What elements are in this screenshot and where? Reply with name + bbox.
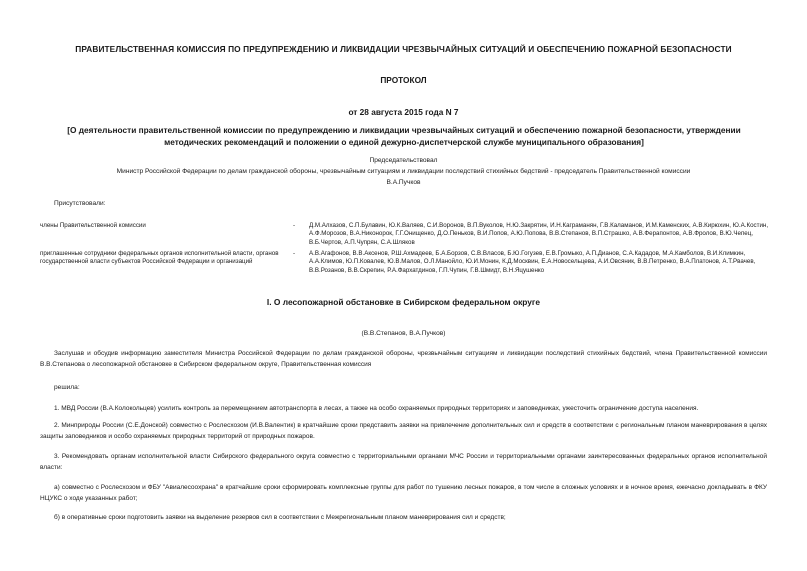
- intro-paragraph: Заслушав и обсудив информацию заместителя Министра Российской Федерации по делам гражданской обороны, чрезвычайным ситуациям и ликвидации последствий стихийных бедствий, члена Правительственной комиссии В.В.Степанова о лесопожарной обстановке в Сибирском федеральном округе, Правительственная комиссия: [40, 350, 767, 368]
- document-type: ПРОТОКОЛ: [380, 75, 427, 85]
- document-subject: [О деятельности правительственной комиссии по предупреждению и ликвидации чрезвычайных ситуаций и обеспечению пожарной безопасности, утверждении методических рекомендаций и положении о единой дежурно-диспетчерской службе муниципального образования]: [67, 125, 741, 147]
- chair-title: Министр Российской Федерации по делам гражданской обороны, чрезвычайным ситуациям и ликвидации последствий стихийных бедствий - председатель Правительственной комиссии: [116, 168, 691, 175]
- attendees-heading: Присутствовали:: [54, 200, 106, 207]
- decided-label: решила:: [54, 384, 80, 391]
- chair-label: Председательствовал: [369, 157, 438, 164]
- date-number: от 28 августа 2015 года N 7: [348, 107, 459, 117]
- organization-title: ПРАВИТЕЛЬСТВЕННАЯ КОМИССИЯ ПО ПРЕДУПРЕЖДЕНИЮ И ЛИКВИДАЦИИ ЧРЕЗВЫЧАЙНЫХ СИТУАЦИЙ И ОБЕСПЕЧЕНИЮ ПОЖАРНОЙ БЕЗОПАСНОСТИ: [75, 44, 732, 54]
- decision-item: б) в оперативные сроки подготовить заявки на выделение резервов сил в соответствии с Межрегиональным планом маневрирования сил и средств;: [54, 514, 506, 521]
- attendee-dash: -: [293, 222, 296, 229]
- chair-name: В.А.Пучков: [386, 179, 421, 186]
- attendee-dash: -: [293, 250, 296, 257]
- decision-item: 1. МВД России (В.А.Колокольцев) усилить контроль за перемещением автотранспорта в лесах, а также на особо охраняемых природных территориях и заповедниках, ужесточить ограничение доступа населения.: [54, 405, 699, 412]
- attendee-group-label: члены Правительственной комиссии: [40, 222, 146, 229]
- attendee-group-label: приглашенные сотрудники федеральных органов исполнительной власти, органов государственной власти субъектов Российской Федерации и организаций: [40, 250, 279, 266]
- decision-item: 3. Рекомендовать органам исполнительной власти Сибирского федерального округа совместно с территориальными органами МЧС России и территориальными органами заинтересованных федеральных органов исполнительной власти:: [40, 453, 767, 471]
- attendee-names: Д.М.Алхазов, С.П.Булавин, Ю.К.Валяев, С.И.Воронов, В.П.Вуколов, Н.Ю.Закрятин, И.Н.Каграманян, Г.В.Каламанов, И.М.Каменских, А.В.Кирюхин, Ю.А.Костин, А.Ф.Морозов, В.А.Никонорок, Г.Г.Онищенко, Д.О.Пеньков, В.И.Попов, А.Ю.Попова, В.В.Степанов, В.П.Страшко, А.В.Ферапонтов, А.В.Фролов, В.Ю.Чепец, В.Б.Чертов, А.П.Чупрян, С.А.Шляков: [309, 222, 769, 246]
- attendee-names: А.В.Агафонов, В.В.Аксенов, Р.Ш.Ахмадеев, Б.А.Борзов, С.В.Власов, Б.Ю.Гогузев, Е.В.Громыко, А.П.Дианов, С.А.Кададов, М.А.Камболов, В.И.Климкин, А.А.Климов, Ю.П.Ковалев, Ю.В.Малов, О.Л.Манойло, Ю.И.Монин, К.Д.Москвин, Е.А.Новосельцева, А.И.Овсяник, В.В.Петренко, В.А.Платонов, А.Т.Рвачев, В.В.Розанов, В.В.Скрепин, Р.А.Фархатдинов, Г.П.Чупин, Г.В.Шмидт, В.Н.Яцушенко: [309, 250, 756, 274]
- decision-item: а) совместно с Рослесхозом и ФБУ "Авиалесоохрана" в кратчайшие сроки сформировать комплексные группы для работ по тушению лесных пожаров, в том числе в сложных условиях и в ночное время, ежечасно докладывать в ФКУ НЦУКС о ходе указанных работ;: [40, 484, 767, 502]
- section-title: I. О лесопожарной обстановке в Сибирском федеральном округе: [266, 297, 541, 307]
- decision-item: 2. Минприроды России (С.Е.Донской) совместно с Рослесхозом (И.В.Валентик) в кратчайшие сроки представить заявки на привлечение дополнительных сил и средств в соответствии с региональным планом маневрирования в целях защиты заповедников и особо охраняемых природных территорий от природных пожаров.: [40, 422, 767, 440]
- section-speakers: (В.В.Степанов, В.А.Пучков): [361, 330, 446, 337]
